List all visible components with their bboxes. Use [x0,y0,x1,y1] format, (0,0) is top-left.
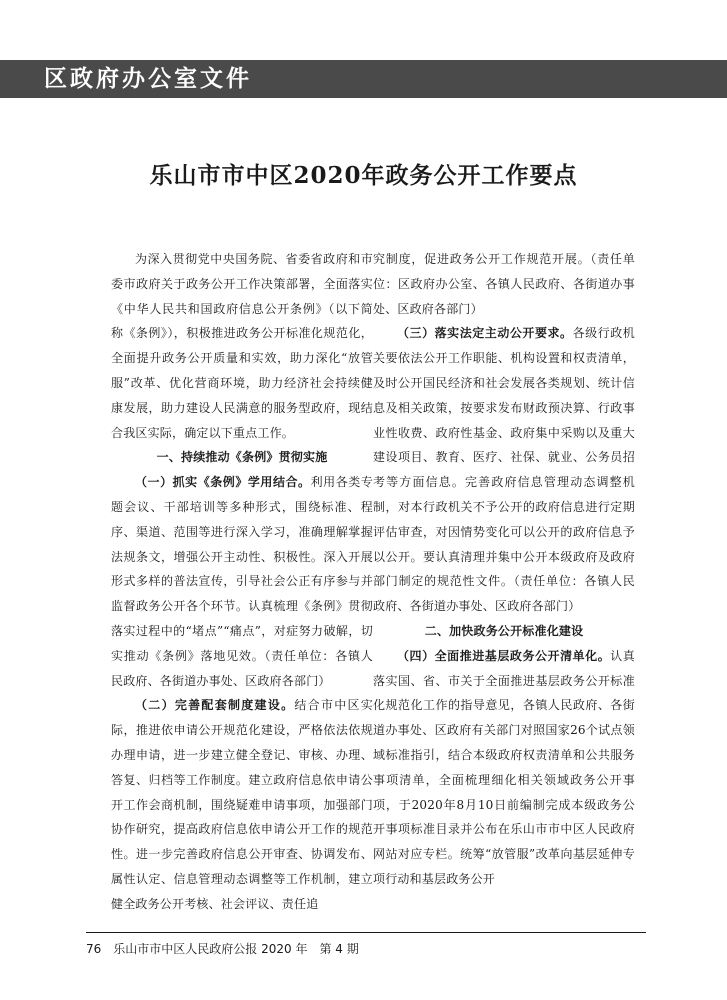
footer-divider [86,932,646,933]
right-column [373,247,635,892]
page-number: 76 [86,942,102,956]
page-footer [86,940,359,958]
item-1-lead: （一）抓实《条例》学用结合。 [135,475,311,490]
section-2-heading: 二、加快政务公开标准化建设 [424,623,584,638]
item-3-lead: （三）落实法定主动公开要求。 [397,326,573,341]
item-2-lead: （二）完善配套制度建设。 [135,698,295,713]
item-2-paragraph [111,693,373,916]
item-4-paragraph [373,644,635,892]
item-1-paragraph [111,470,373,693]
item-1-text: 利用各类专题会议、干部培训等多种形式，围绕标准、程序、渠道、范围等进行深入学习，准确理解掌握法规条文，增强公开主动性、积极性。深入开展形式多样的普法宣传，引导社会公正有序参与并监督政务公开各个环节。认真梳理《条例》贯彻落实过程中的“堵点”“痛点”，对症努力破解，切实推动《条例》落地见效。（责任单位：各镇人民政府、各街道办事处、区政府各部门） [111,475,373,688]
intro-text: 为深入贯彻党中央国务院、省委省政府和市委市政府关于政务公开工作决策部署，全面落实《中华人民共和国政府信息公开条例》（以下简称《条例》），积极推进政务公开标准化规范化，全面提升政务公开质量和实效，助力深化“放管服”改革、优化营商环境，助力经济社会持续健康发展，助力建设人民满意的服务型政府，现结合我区实际，确定以下重点工作。 [111,252,373,440]
left-column [111,247,373,917]
section-1-heading: 一、持续推动《条例》贯彻实施 [156,450,328,465]
item-2-text: 结合市中区实际，推进依申请公开规范化建设，严格依法依规办理申请，进一步建立健全登记、审核、办理、答复、归档等工作制度。建立政府信息依申请公开工作会商机制，围绕疑难申请事项，加强部门协作研究，提高政府信息依申请公开工作的规范性。进一步完善政府信息公开审查、协调发布、属性认定、信息管理动态调整等工作机制，建立健全政务公开考核、社会评议、责任追 [111,698,374,911]
item-4-lead: （四）全面推进基层政务公开清单化。 [397,648,611,663]
intro-paragraph [111,247,373,445]
item-2-cont-text: 究制度，促进政务公开工作规范开展。（责任单位：区政府办公室、各镇人民政府、各街道办事处、区政府各部门） [373,252,635,316]
item-4-text: 认真落实国、省、市关于全面推进基层政务公开标准化规范化工作的指导意见，各镇人民政府、各街道办事处、区政府有关部门对照国家26个试点领域标准指引，结合本级政府权责清单和公共服务事项清单，全面梳理细化相关领域政务公开事项，于2020年8月10日前编制完成本级政务公开事项标准目录并公布在乐山市市中区人民政府网站对应专栏。统筹“放管服”改革向基层延伸专项行动和基层政务公开 [373,648,635,886]
item-2-continued [373,247,635,321]
section-title: 区政府办公室文件 [44,66,252,92]
document-title: 乐山市市中区2020年政务公开工作要点 [149,162,578,189]
item-3-paragraph [373,321,635,619]
item-3-text: 各级行政机关要依法公开工作职能、机构设置和权责清单，及时公开国民经济和社会发展各类规划、统计信息及相关政策，按要求发布财政预决算、行政事业性收费、政府性基金、政府集中采购以及重大建设项目、教育、医疗、社保、就业、公务员招考等方面信息。完善政府信息管理动态调整机制，对本行政机关不予公开的政府信息进行定期评估审查，对因情势变化可以公开的政府信息予以公开。要认真清理并集中公开本级政府及政府部门制定的规范性文件。（责任单位：各镇人民政府、各街道办事处、区政府各部门） [373,326,635,614]
header-band [0,60,727,98]
publication-info: 乐山市市中区人民政府公报 2020 年 第 4 期 [113,942,359,956]
